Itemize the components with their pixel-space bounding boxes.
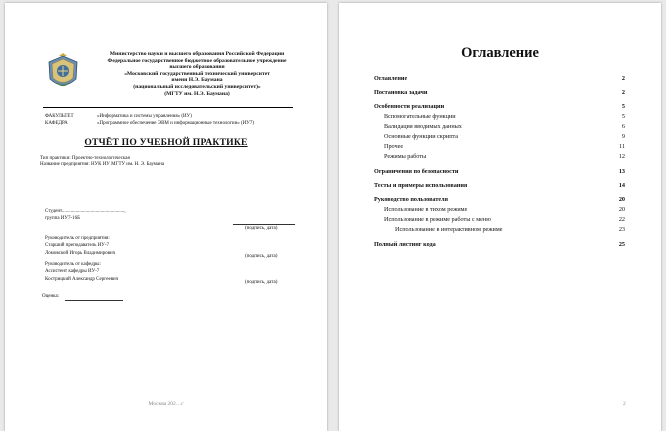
student-line: Студент.................................................., (45, 209, 126, 214)
toc-entry[interactable] (374, 89, 625, 97)
toc-entry-title: Вспомогательные функции (384, 113, 456, 120)
header-divider (43, 107, 293, 108)
dept-supervisor-name: Кострицкий Александр Сергеевич (45, 277, 119, 282)
title-page (5, 3, 327, 431)
toc-entry-title: Использование в тихом режиме (384, 206, 468, 213)
dept-supervisor-title: Руководитель от кафедры: (45, 262, 101, 267)
toc-entry[interactable] (374, 103, 625, 111)
toc-entry[interactable] (374, 153, 625, 161)
toc-entry[interactable] (374, 143, 625, 151)
faculty-value: «Информатика и системы управления» (ИУ) (97, 114, 192, 119)
toc-entry[interactable] (374, 75, 625, 83)
toc-entry-title: Ограничения по безопасности (374, 168, 459, 175)
dept-supervisor-position: Ассистент кафедры ИУ-7 (45, 269, 100, 274)
toc-entry[interactable] (374, 226, 625, 234)
signature-line (233, 224, 295, 225)
toc-entry[interactable] (374, 241, 625, 249)
toc-entry-page: 14 (618, 182, 625, 189)
footer-city: Москва 202…г (148, 401, 184, 407)
toc-page (339, 3, 661, 431)
toc-entry-page: 6 (621, 123, 625, 130)
toc-entry[interactable] (374, 168, 625, 176)
toc-entry[interactable] (374, 206, 625, 214)
toc-entry-page: 9 (621, 133, 625, 140)
ministry-header (85, 51, 309, 97)
toc-entry-page: 20 (618, 196, 625, 203)
faculty-label: ФАКУЛЬТЕТ (45, 114, 74, 119)
toc-entry-title: Постановка задачи (374, 89, 428, 96)
page-number: 2 (623, 401, 626, 407)
header-line: Федеральное государственное бюджетное образовательное учреждение (107, 57, 287, 64)
toc-entry-title: Использование в режиме работы с меню (384, 216, 491, 223)
toc-entry-page: 2 (621, 89, 625, 96)
toc-entry-page: 20 (618, 206, 625, 213)
toc-entry[interactable] (374, 113, 625, 121)
toc-entry-page: 5 (621, 113, 625, 120)
toc-entry-title: Основные функции скрипта (384, 133, 459, 140)
toc-entry-title: Валидация вводимых данных (384, 123, 462, 130)
grade-line (65, 300, 123, 301)
toc-entry[interactable] (374, 182, 625, 190)
toc-entry-page: 13 (618, 168, 625, 175)
toc-entry-page: 12 (618, 153, 625, 160)
header-line: «Московский государственный технический университет (124, 70, 270, 77)
toc-entry-title: Прочее (384, 143, 404, 150)
toc-entry-page: 25 (618, 241, 625, 248)
company-supervisor-position: Старший преподаватель ИУ-7 (45, 243, 110, 248)
practice-type: Тип практики: Проектно-технологическая (40, 156, 130, 161)
toc-entry-title: Режимы работы (384, 153, 427, 160)
toc-entry-title: Использование в интерактивном режиме (395, 226, 503, 233)
toc-entry[interactable] (374, 123, 625, 131)
header-line: (национальный исследовательский университет)» (133, 83, 261, 90)
header-line: высшего образования (169, 64, 225, 71)
toc-entry-title: Оглавление (374, 75, 408, 82)
toc-entry-page: 23 (618, 226, 625, 233)
toc-title: Оглавление (461, 45, 539, 61)
toc-entry[interactable] (374, 196, 625, 204)
toc-entry-title: Полный листинг кода (374, 241, 436, 248)
toc-entry[interactable] (374, 133, 625, 141)
header-line: Министерство науки и высшего образования Российской Федерации (109, 51, 285, 57)
group-line: группа ИУ7-16Б (45, 216, 80, 221)
toc-entry-title: Тесты и примеры использования (374, 182, 468, 189)
grade-label: Оценка: (42, 294, 60, 299)
header-line: (МГТУ им. Н.Э. Баумана) (164, 90, 230, 97)
toc-entry-page: 11 (619, 143, 625, 150)
toc-entry-page: 2 (621, 75, 625, 82)
signature-caption: (подпись, дата) (245, 280, 278, 285)
company-name: Название предприятия: НУК ИУ МГТУ им. Н. Э. Баумана (40, 162, 165, 167)
department-value: «Программное обеспечение ЭВМ и информационные технологии» (ИУ7) (97, 121, 255, 126)
bmstu-emblem-icon (45, 53, 81, 93)
toc-entry-page: 22 (618, 216, 625, 223)
toc-entry-page: 5 (621, 103, 625, 110)
report-title: ОТЧЁТ ПО УЧЕБНОЙ ПРАКТИКЕ (84, 137, 248, 148)
department-label: КАФЕДРА (45, 121, 68, 126)
company-supervisor-name: Ломовской Игорь Владимирович (45, 251, 116, 256)
signature-caption: (подпись, дата) (245, 226, 278, 231)
toc-entry-title: Руководство пользователя (374, 196, 448, 203)
toc-entry[interactable] (374, 216, 625, 224)
toc-entry-title: Особенности реализации (374, 103, 445, 110)
department-row (45, 121, 254, 127)
faculty-row (45, 114, 192, 120)
header-line: имени Н.Э. Баумана (171, 77, 223, 84)
company-supervisor-title: Руководитель от предприятия: (45, 236, 110, 241)
signature-caption: (подпись, дата) (245, 254, 278, 259)
